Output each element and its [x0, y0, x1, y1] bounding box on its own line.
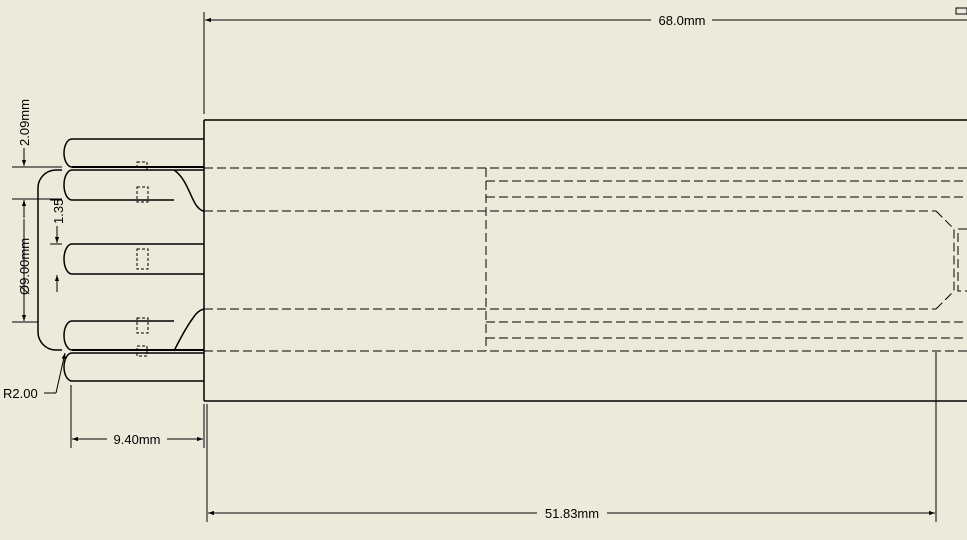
prong-4-curve: [174, 309, 204, 351]
prong-2-curve: [174, 170, 204, 211]
dimension-fillet-radius[interactable]: [3, 353, 65, 401]
corner-marker: [956, 8, 967, 14]
dimension-overall-length[interactable]: [204, 12, 967, 114]
bore-length-label: 51.83mm: [544, 506, 600, 521]
dimension-slot-gap[interactable]: [50, 199, 66, 292]
dimension-prong-length[interactable]: [71, 385, 204, 448]
diameter-label: Ø9.00mm: [17, 237, 32, 295]
prong-1: [64, 139, 204, 167]
hidden-line-bore-tip: [936, 211, 954, 309]
slot-gap-label: 1.35: [51, 198, 66, 224]
prong-5: [64, 353, 204, 381]
overall-length-label: 68.0mm: [658, 13, 706, 28]
fillet-outline: [38, 170, 62, 350]
slot-feature-3: [137, 249, 148, 269]
prongs: [38, 139, 204, 381]
prong-4: [64, 321, 204, 350]
slot-features: [137, 162, 148, 356]
dimension-bore-length[interactable]: [207, 352, 936, 522]
hidden-line-bore-end: [958, 229, 967, 291]
main-body: [204, 120, 967, 401]
prong-thickness-label: 2.09mm: [17, 99, 32, 146]
prong-length-label: 9.40mm: [113, 432, 161, 447]
prong-3: [64, 244, 204, 274]
prong-2: [64, 170, 204, 200]
leader-line: [56, 353, 65, 393]
fillet-radius-label: R2.00: [3, 386, 38, 401]
dimension-diameter[interactable]: [12, 219, 38, 322]
hidden-lines: [204, 168, 967, 351]
